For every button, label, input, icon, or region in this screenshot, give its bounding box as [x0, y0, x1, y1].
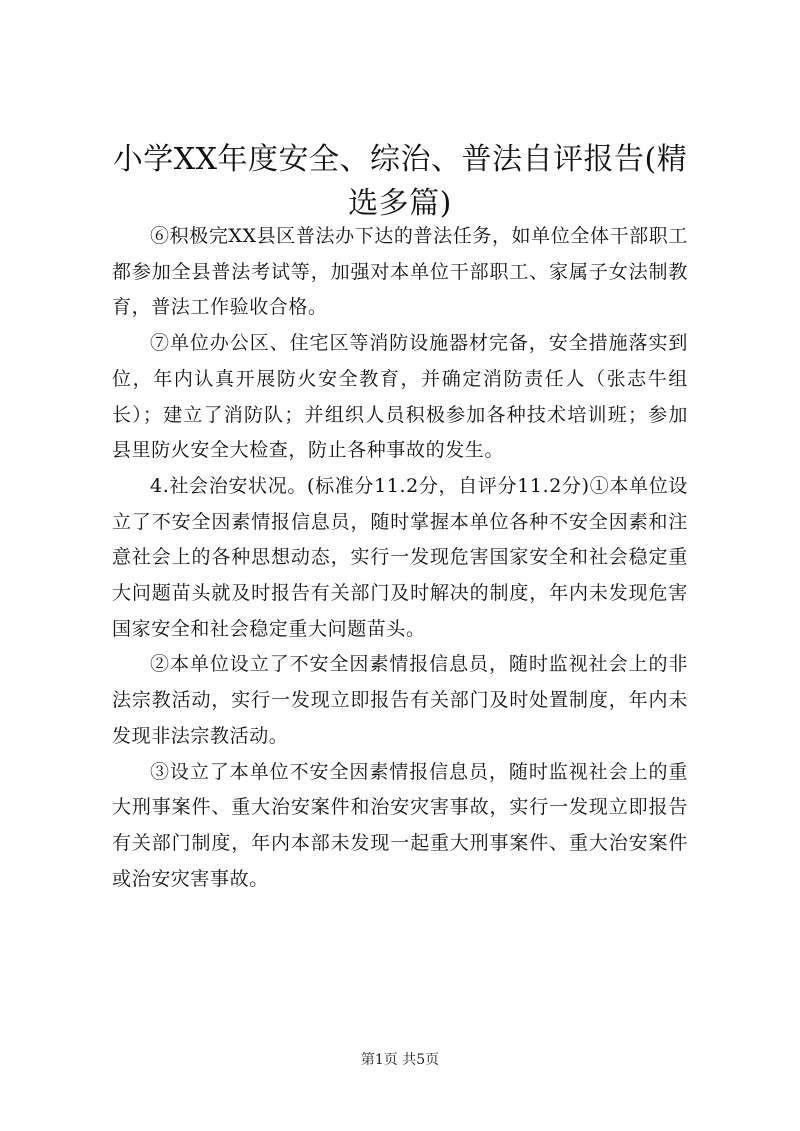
page-footer: 第1页 共5页: [360, 1052, 440, 1068]
paragraph-criminal-cases: ③设立了本单位不安全因素情报信息员，随时监视社会上的重大刑事案件、重大治安案件和治安灾害事故，实行一发现立即报告有关部门制度，年内本部未发现一起重大刑事案件、重大治安案件或治安灾害事故。: [112, 760, 688, 890]
paragraph-religious-activity: ②本单位设立了不安全因素情报信息员，随时监视社会上的非法宗教活动，实行一发现立即报告有关部门及时处置制度，年内未发现非法宗教活动。: [112, 653, 688, 747]
paragraph-fire-safety: ⑦单位办公区、住宅区等消防设施器材完备，安全措施落实到位，年内认真开展防火安全教育，并确定消防责任人（张志牛组长）；建立了消防队；并组织人员积极参加各种技术培训班；参加县里防火安全大检查，防止各种事故的发生。: [112, 332, 688, 462]
document-title: 小学XX年度安全、综治、普法自评报告(精选多篇): [112, 142, 688, 221]
document-body: [112, 219, 688, 897]
paragraph-social-order: 4.社会治安状况。(标准分11.2分，自评分11.2分)①本单位设立了不安全因素情报信息员，随时掌握本单位各种不安全因素和注意社会上的各种思想动态，实行一发现危害国家安全和社会稳定重大问题苗头就及时报告有关部门及时解决的制度，年内未发现危害国家安全和社会稳定重大问题苗头。: [112, 474, 688, 640]
paragraph-fire-law: ⑥积极完XX县区普法办下达的普法任务，如单位全体干部职工都参加全县普法考试等，加强对本单位干部职工、家属子女法制教育，普法工作验收合格。: [112, 225, 688, 319]
